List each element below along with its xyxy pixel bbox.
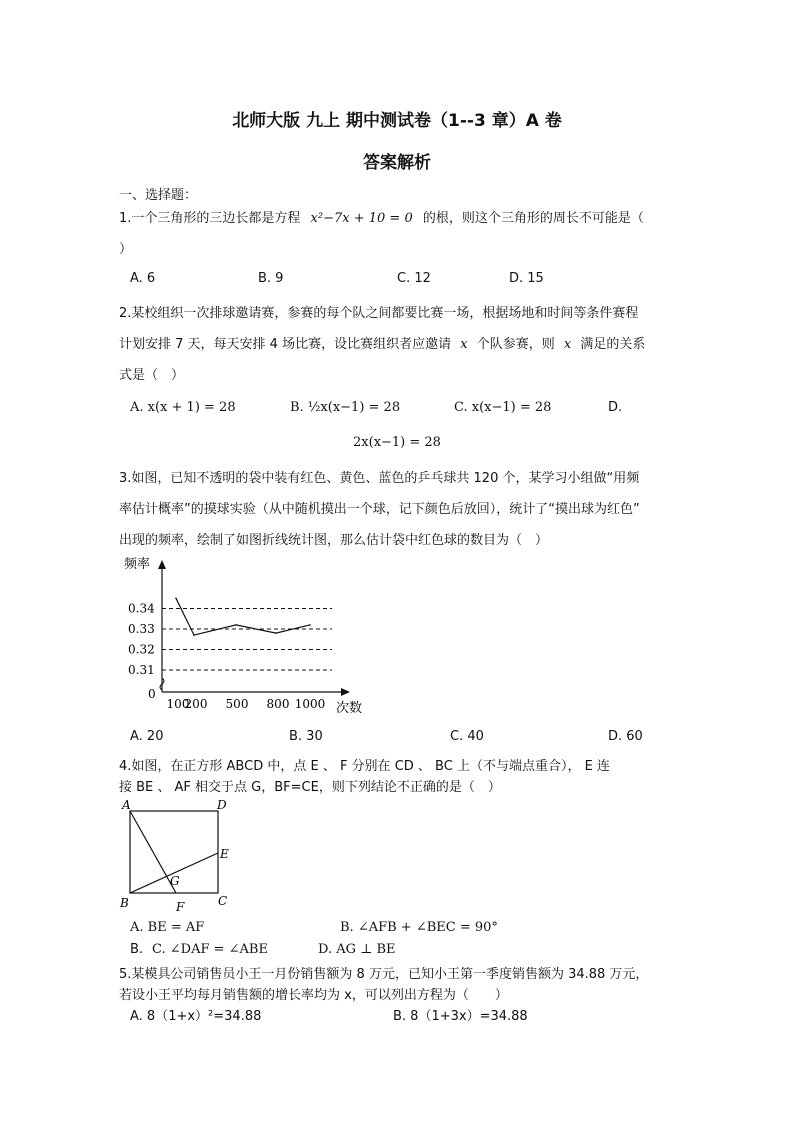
y-tick-label: 0.31 <box>128 663 155 677</box>
q5-option-b: B. 8（1+3x）=34.88 <box>393 1009 528 1024</box>
x-tick-label: 100 <box>166 697 190 711</box>
data-point <box>193 634 195 636</box>
q5-line1: 5.某模具公司销售员小王一月份销售额为 8 万元，已知小王第一季度销售额为 34.88 万元， <box>119 967 649 982</box>
y-tick-label: 0.34 <box>128 601 155 616</box>
q2-option-d: 2x(x−1) = 28 <box>353 435 441 450</box>
q2-option-a: A. x(x + 1) = 28 <box>130 400 236 415</box>
data-point <box>275 632 277 634</box>
section-heading: 一、选择题： <box>119 188 198 203</box>
q3-option-d: D. 60 <box>608 729 643 744</box>
y-axis-label: 频率 <box>124 557 151 572</box>
label-a: A <box>122 798 131 812</box>
q3-line1: 3.如图，已知不透明的袋中装有红色、黄色、蓝色的乒乓球共 120 个，某学习小组做“用频 <box>119 471 640 486</box>
origin-label: 0 <box>148 687 156 701</box>
x-axis-arrow <box>341 688 350 696</box>
q1-equation: x²−7x + 10 = 0 <box>310 211 413 226</box>
x-tick-label: 800 <box>266 697 290 711</box>
x-tick-label: 1000 <box>294 697 326 711</box>
q1-option-d: D. 15 <box>509 271 544 286</box>
y-tick-label: 0.33 <box>128 622 155 636</box>
q2-line3: 式是（ ） <box>119 368 185 383</box>
data-point <box>309 624 311 626</box>
q4-option-d: D. AG ⊥ BE <box>318 942 396 957</box>
data-point <box>175 598 177 600</box>
q2-option-c: C. x(x−1) = 28 <box>454 400 552 415</box>
q2-line2-c: 满足的关系 <box>580 337 646 352</box>
q4-option-c-prefix: B. <box>130 942 144 957</box>
page-title: 北师大版 九上 期中测试卷（1--3 章）A 卷 <box>232 111 562 131</box>
label-c: C <box>218 894 228 908</box>
q1-text-a: 1.一个三角形的三边长都是方程 <box>119 211 301 226</box>
q3-option-c: C. 40 <box>450 729 484 744</box>
label-g: G <box>170 874 180 888</box>
label-e: E <box>220 847 229 861</box>
series-line <box>176 598 310 635</box>
x-tick-label: 500 <box>225 697 249 711</box>
q3-option-b: B. 30 <box>289 729 323 744</box>
y-axis-arrow <box>158 560 166 569</box>
q5-option-a: A. 8（1+x）²=34.88 <box>130 1009 262 1024</box>
q3-line2: 率估计概率”的摸球实验（从中随机摸出一个球，记下颜色后放回），统计了“摸出球为红色” <box>119 502 640 517</box>
x-axis-label: 次数 <box>336 701 363 716</box>
q4-option-a: A. BE = AF <box>130 920 205 935</box>
q2-line1: 2.某校组织一次排球邀请赛，参赛的每个队之间都要比赛一场，根据场地和时间等条件赛程 <box>119 306 639 321</box>
q2-line2 <box>119 333 645 352</box>
label-b: B <box>120 896 129 910</box>
q1-option-c: C. 12 <box>397 271 431 286</box>
q1-option-a: A. 6 <box>130 271 156 286</box>
q1-text-b: 的根，则这个三角形的周长不可能是（ <box>422 211 644 226</box>
q4-option-c: C. ∠DAF = ∠ABE <box>152 942 268 957</box>
data-point <box>235 624 237 626</box>
q2-var-x2: x <box>563 337 572 352</box>
q2-var-x: x <box>460 337 468 352</box>
q4-line1: 4.如图，在正方形 ABCD 中，点 E 、 F 分别在 CD 、 BC 上（不与端点重合）， E 连 <box>119 759 610 774</box>
square-diagram <box>112 795 242 915</box>
page-subtitle: 答案解析 <box>363 153 431 173</box>
q1-stem-cont: ） <box>119 242 133 257</box>
x-tick-label: 200 <box>184 697 208 711</box>
label-f: F <box>176 900 185 914</box>
label-d: D <box>217 798 227 812</box>
q3-option-a: A. 20 <box>130 729 164 744</box>
q1-stem <box>119 207 644 226</box>
q3-line3: 出现的频率，绘制了如图折线统计图，那么估计袋中红色球的数目为（ ） <box>119 533 549 548</box>
q2-option-d-label: D. <box>608 400 623 415</box>
q4-line2: 接 BE 、 AF 相交于点 G，BF=CE，则下列结论不正确的是（ ） <box>119 780 501 795</box>
q2-option-b: B. ½x(x−1) = 28 <box>290 400 401 415</box>
q4-option-b: B. ∠AFB + ∠BEC = 90° <box>340 920 498 935</box>
q1-option-b: B. 9 <box>258 271 284 286</box>
q2-line2-a: 计划安排 7 天，每天安排 4 场比赛，设比赛组织者应邀请 <box>119 337 452 352</box>
q5-line2: 若设小王平均每月销售额的增长率均为 x，可以列出方程为（ ） <box>119 988 508 1003</box>
y-tick-label: 0.32 <box>128 642 155 657</box>
frequency-chart <box>110 552 380 722</box>
q2-line2-b: 个队参赛，则 <box>476 337 555 352</box>
